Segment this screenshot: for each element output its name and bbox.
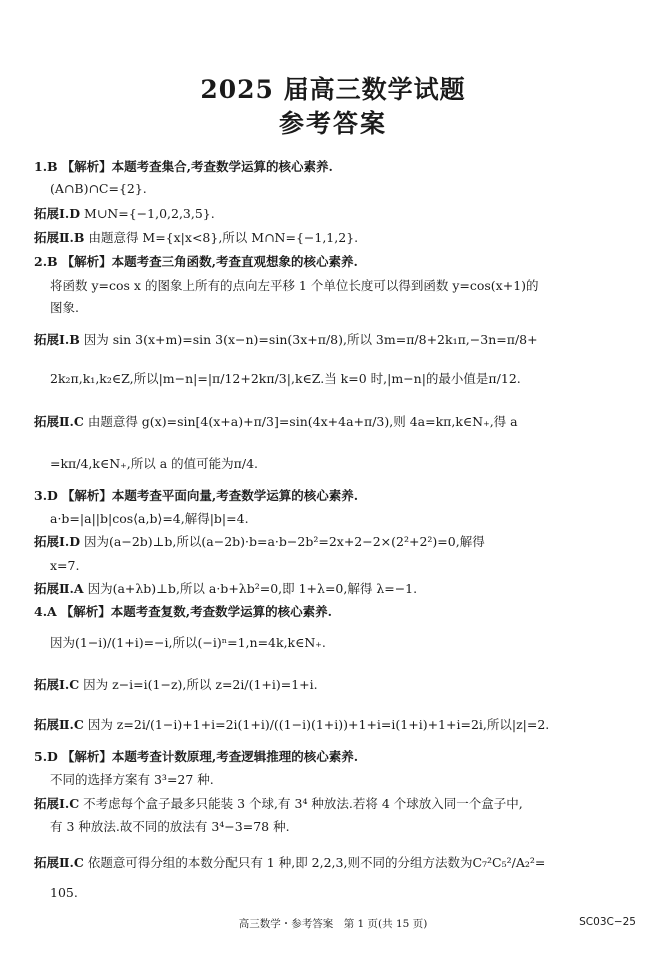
answer-text: 图象. bbox=[50, 300, 79, 315]
answer-line bbox=[34, 676, 634, 694]
answer-line bbox=[34, 487, 634, 505]
answer-head: 拓展Ⅰ.B bbox=[34, 332, 80, 347]
answer-text: 不同的选择方案有 3³=27 种. bbox=[50, 772, 214, 787]
answer-line bbox=[50, 370, 634, 388]
answer-head: 3.D bbox=[34, 488, 58, 503]
answer-head: 拓展Ⅱ.B bbox=[34, 230, 85, 245]
answer-line bbox=[34, 580, 634, 598]
answer-line bbox=[34, 854, 634, 872]
document-title: 2025 届高三数学试题 bbox=[200, 75, 466, 104]
answer-line bbox=[34, 158, 634, 176]
answer-text: x=7. bbox=[50, 558, 80, 573]
footer-page-info: 高三数学・参考答案 第 1 页(共 15 页) bbox=[238, 918, 428, 930]
answer-text: (A∩B)∩C={2}. bbox=[50, 181, 147, 196]
answer-text: 有 3 种放法.故不同的放法有 3⁴−3=78 种. bbox=[50, 819, 290, 834]
footer-code: SC03C−25 bbox=[579, 916, 636, 928]
answer-text: 因为 sin 3(x+m)=sin 3(x−n)=sin(3x+π/8),所以 3m=π/8+2k₁π,−3n=π/8+ bbox=[83, 332, 538, 347]
answer-head: 拓展Ⅰ.C bbox=[34, 796, 80, 811]
answer-head: 拓展Ⅱ.C bbox=[34, 855, 84, 870]
answer-text: 因为(a−2b)⊥b,所以(a−2b)·b=a·b−2b²=2x+2−2×(2²+2²)=0,解得 bbox=[84, 534, 485, 549]
answer-text: 由题意得 M={x|x<8},所以 M∩N={−1,1,2}. bbox=[88, 230, 359, 245]
answer-line bbox=[50, 455, 634, 473]
answer-line bbox=[34, 603, 634, 621]
answer-line bbox=[50, 634, 634, 652]
answer-head: 4.A bbox=[34, 604, 57, 619]
answer-text: 因为(1−i)/(1+i)=−i,所以(−i)ⁿ=1,n=4k,k∈N₊. bbox=[50, 635, 326, 650]
answer-head: 拓展Ⅰ.D bbox=[34, 534, 81, 549]
answer-text: 2k₂π,k₁,k₂∈Z,所以|m−n|=|π/12+2kπ/3|,k∈Z.当 k=0 时,|m−n|的最小值是π/12. bbox=[50, 371, 521, 386]
answer-line bbox=[50, 180, 634, 198]
answer-line bbox=[34, 795, 634, 813]
answer-head: 拓展Ⅱ.C bbox=[34, 414, 84, 429]
answer-line bbox=[34, 533, 634, 551]
answer-line bbox=[50, 510, 634, 528]
answer-line bbox=[50, 771, 634, 789]
answer-line bbox=[50, 299, 634, 317]
answer-head: 拓展Ⅰ.D bbox=[34, 206, 81, 221]
answer-text: M∪N={−1,0,2,3,5}. bbox=[84, 206, 215, 221]
answer-line bbox=[50, 884, 634, 902]
answer-line bbox=[34, 229, 634, 247]
analysis-tag: 【解析】本题考查计数原理,考查逻辑推理的核心素养. bbox=[61, 749, 359, 764]
answer-line bbox=[34, 253, 634, 271]
analysis-tag: 【解析】本题考查三角函数,考查直观想象的核心素养. bbox=[61, 254, 358, 269]
answer-text: =kπ/4,k∈N₊,所以 a 的值可能为π/4. bbox=[50, 456, 258, 471]
document-subtitle: 参考答案 bbox=[278, 109, 387, 138]
answer-text: 因为 z−i=i(1−z),所以 z=2i/(1+i)=1+i. bbox=[83, 677, 318, 692]
answer-head: 2.B bbox=[34, 254, 58, 269]
answer-text: 由题意得 g(x)=sin[4(x+a)+π/3]=sin(4x+4a+π/3),则 4a=kπ,k∈N₊,得 a bbox=[87, 414, 518, 429]
answer-text: 不考虑每个盒子最多只能装 3 个球,有 3⁴ 种放法.若将 4 个球放入同一个盒子中, bbox=[83, 796, 523, 811]
answer-head: 拓展Ⅱ.A bbox=[34, 581, 84, 596]
answer-line bbox=[50, 557, 634, 575]
answer-line bbox=[34, 748, 634, 766]
analysis-tag: 【解析】本题考查集合,考查数学运算的核心素养. bbox=[61, 159, 333, 174]
answer-text: 将函数 y=cos x 的图象上所有的点向左平移 1 个单位长度可以得到函数 y=cos(x+1)的 bbox=[50, 278, 539, 293]
answer-head: 拓展Ⅰ.C bbox=[34, 677, 80, 692]
answer-line bbox=[34, 716, 634, 734]
answer-line bbox=[34, 331, 634, 349]
answer-line bbox=[34, 413, 634, 431]
answer-text: 105. bbox=[50, 885, 78, 900]
answer-text: 因为(a+λb)⊥b,所以 a·b+λb²=0,即 1+λ=0,解得 λ=−1. bbox=[87, 581, 418, 596]
analysis-tag: 【解析】本题考查平面向量,考查数学运算的核心素养. bbox=[61, 488, 359, 503]
answer-line bbox=[34, 205, 634, 223]
answer-line bbox=[50, 818, 634, 836]
answer-head: 5.D bbox=[34, 749, 58, 764]
answer-text: a·b=|a||b|cos⟨a,b⟩=4,解得|b|=4. bbox=[50, 511, 249, 526]
answer-text: 因为 z=2i/(1−i)+1+i=2i(1+i)/((1−i)(1+i))+1+i=i(1+i)+1+i=2i,所以|z|=2. bbox=[87, 717, 550, 732]
analysis-tag: 【解析】本题考查复数,考查数学运算的核心素养. bbox=[60, 604, 332, 619]
answer-head: 拓展Ⅱ.C bbox=[34, 717, 84, 732]
answer-line bbox=[50, 277, 634, 295]
answer-text: 依题意可得分组的本数分配只有 1 种,即 2,2,3,则不同的分组方法数为C₇²C₅²/A₂²= bbox=[87, 855, 546, 870]
answer-head: 1.B bbox=[34, 159, 58, 174]
